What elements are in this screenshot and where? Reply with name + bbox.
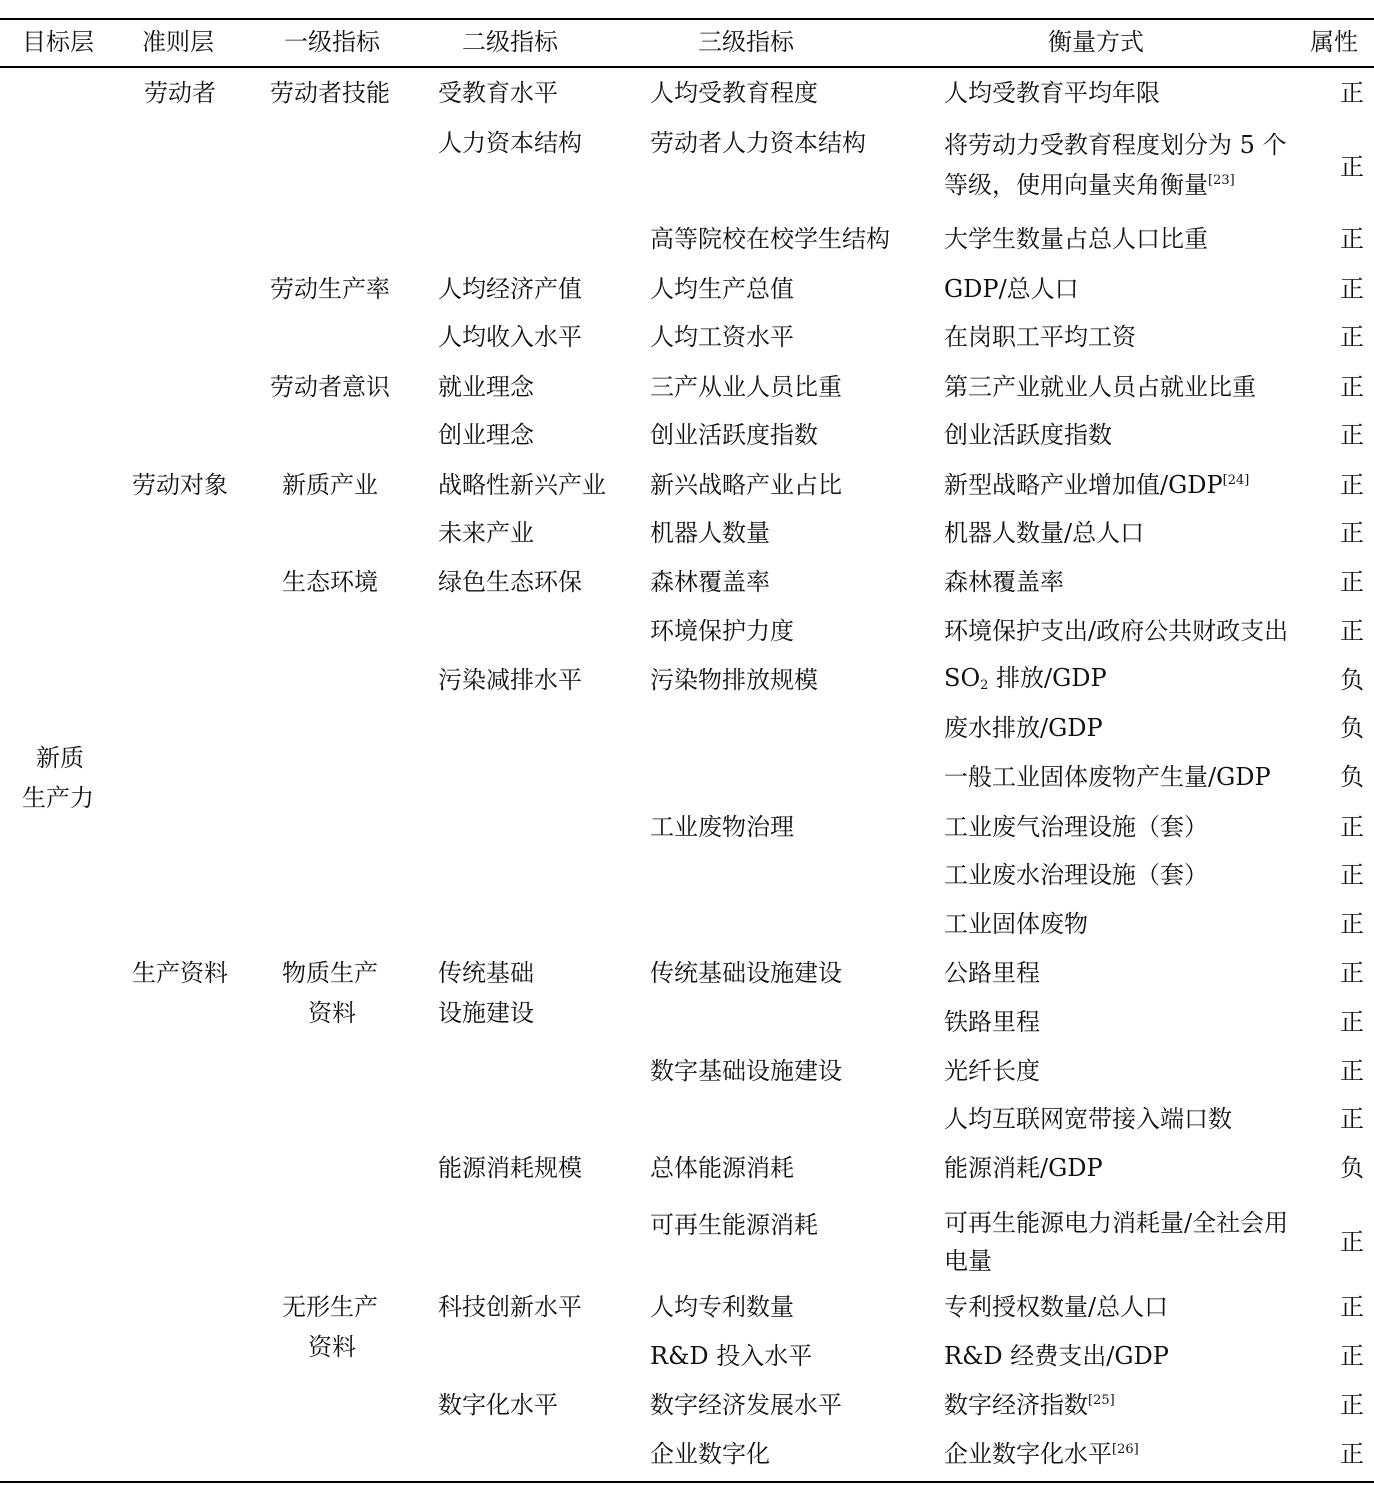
measure-item: 铁路里程 [944, 1008, 1040, 1036]
measure-item [944, 1387, 1115, 1423]
measure-item: 能源消耗/GDP [944, 1154, 1103, 1182]
level1-new-industry: 新质产业 [282, 471, 378, 499]
level3-item: R&D 投入水平 [650, 1342, 813, 1370]
attribute-cell: 正 [1340, 617, 1364, 645]
level2-innovation: 科技创新水平 [438, 1293, 582, 1321]
level1-intangible-line1: 无形生产 [282, 1293, 378, 1321]
measure-item: R&D 经费支出/GDP [944, 1342, 1169, 1370]
level3-item: 高等院校在校学生结构 [650, 225, 890, 253]
header-rule [0, 66, 1374, 68]
attribute-cell: 负 [1340, 714, 1364, 742]
measure-item: 工业固体废物 [944, 910, 1088, 938]
measure-item: 光纤长度 [944, 1057, 1040, 1085]
level2-output: 人均经济产值 [438, 275, 582, 303]
goal-line-1: 新质 [36, 744, 84, 772]
attribute-cell: 正 [1340, 1293, 1364, 1321]
level3-item: 人均生产总值 [650, 275, 794, 303]
attribute-cell: 正 [1340, 1057, 1364, 1085]
level3-item: 新兴战略产业占比 [650, 471, 842, 499]
measure-item [944, 467, 1249, 503]
measure-text: 企业数字化水平 [944, 1440, 1112, 1468]
level3-item: 劳动者人力资本结构 [650, 129, 866, 157]
citation-ref: [23] [1208, 173, 1235, 188]
measure-item: 环境保护支出/政府公共财政支出 [944, 617, 1289, 645]
citation-ref: [24] [1222, 473, 1250, 488]
measure-text: 等级，使用向量夹角衡量 [944, 171, 1208, 199]
bottom-rule [0, 1481, 1374, 1483]
level3-item: 污染物排放规模 [650, 666, 818, 694]
level1-awareness: 劳动者意识 [270, 373, 390, 401]
attribute-cell: 正 [1340, 1228, 1364, 1256]
measure-text: 数字经济指数 [944, 1391, 1088, 1419]
level3-item: 人均专利数量 [650, 1293, 794, 1321]
measure-item: 将劳动力受教育程度划分为 5 个 [944, 131, 1287, 159]
criteria-means: 生产资料 [132, 959, 228, 987]
measure-text: SO [944, 664, 981, 692]
level3-item: 森林覆盖率 [650, 568, 770, 596]
header-measure: 衡量方式 [1048, 28, 1144, 56]
level3-item: 三产从业人员比重 [650, 373, 842, 401]
level3-item: 数字经济发展水平 [650, 1391, 842, 1419]
level3-item: 可再生能源消耗 [650, 1211, 818, 1239]
measure-item: 公路里程 [944, 959, 1040, 987]
level2-traditional-infra-line1: 传统基础 [438, 959, 534, 987]
criteria-labor: 劳动者 [144, 79, 216, 107]
header-level1: 一级指标 [284, 28, 380, 56]
level1-skill: 劳动者技能 [270, 79, 390, 107]
goal-line-2: 生产力 [22, 784, 94, 812]
attribute-cell: 正 [1340, 1391, 1364, 1419]
attribute-cell: 负 [1340, 1154, 1364, 1182]
level3-item: 机器人数量 [650, 519, 770, 547]
measure-item: 工业废气治理设施（套） [944, 813, 1208, 841]
attribute-cell: 正 [1340, 421, 1364, 449]
measure-item [944, 167, 1235, 203]
measure-item: 在岗职工平均工资 [944, 323, 1136, 351]
criteria-object: 劳动对象 [132, 471, 228, 499]
attribute-cell: 正 [1340, 1440, 1364, 1468]
level3-item: 创业活跃度指数 [650, 421, 818, 449]
measure-item [944, 1436, 1139, 1472]
attribute-cell: 正 [1340, 153, 1364, 181]
citation-ref: [25] [1088, 1393, 1115, 1408]
level3-item: 人均工资水平 [650, 323, 794, 351]
level1-material-line2: 资料 [308, 999, 356, 1027]
level2-energy: 能源消耗规模 [438, 1154, 582, 1182]
level2-future-industry: 未来产业 [438, 519, 534, 547]
attribute-cell: 正 [1340, 79, 1364, 107]
measure-text: 新型战略产业增加值/GDP [944, 471, 1223, 499]
citation-ref: [26] [1112, 1442, 1139, 1457]
attribute-cell: 正 [1340, 1008, 1364, 1036]
level2-pollution: 污染减排水平 [438, 666, 582, 694]
level3-item: 传统基础设施建设 [650, 959, 842, 987]
measure-item: 创业活跃度指数 [944, 421, 1112, 449]
attribute-cell: 正 [1340, 373, 1364, 401]
attribute-cell: 正 [1340, 861, 1364, 889]
measure-item: 一般工业固体废物产生量/GDP [944, 763, 1271, 791]
header-criteria: 准则层 [142, 28, 214, 56]
level3-item: 企业数字化 [650, 1440, 770, 1468]
level3-item: 总体能源消耗 [650, 1154, 794, 1182]
top-rule [0, 18, 1374, 20]
attribute-cell: 正 [1340, 813, 1364, 841]
level2-traditional-infra-line2: 设施建设 [438, 999, 534, 1027]
attribute-cell: 正 [1340, 1105, 1364, 1133]
measure-item: 第三产业就业人员占就业比重 [944, 373, 1256, 401]
attribute-cell: 正 [1340, 519, 1364, 547]
attribute-cell: 负 [1340, 763, 1364, 791]
subscript: 2 [980, 678, 989, 693]
attribute-cell: 正 [1340, 471, 1364, 499]
attribute-cell: 正 [1340, 225, 1364, 253]
attribute-cell: 正 [1340, 568, 1364, 596]
level2-entrepreneurship: 创业理念 [438, 421, 534, 449]
attribute-cell: 正 [1340, 910, 1364, 938]
level3-item: 工业废物治理 [650, 813, 794, 841]
level1-material-line1: 物质生产 [282, 959, 378, 987]
measure-item: 工业废水治理设施（套） [944, 861, 1208, 889]
measure-item: 可再生能源电力消耗量/全社会用 [944, 1209, 1289, 1237]
measure-item: GDP/总人口 [944, 275, 1079, 303]
measure-item: 人均受教育平均年限 [944, 79, 1160, 107]
header-goal: 目标层 [22, 28, 94, 56]
level3-item: 数字基础设施建设 [650, 1057, 842, 1085]
measure-item: 大学生数量占总人口比重 [944, 225, 1208, 253]
level1-intangible-line2: 资料 [308, 1333, 356, 1361]
attribute-cell: 正 [1340, 323, 1364, 351]
measure-item: 废水排放/GDP [944, 714, 1103, 742]
measure-item: 专利授权数量/总人口 [944, 1293, 1169, 1321]
measure-item [944, 660, 1107, 696]
level1-productivity: 劳动生产率 [270, 275, 390, 303]
header-level2: 二级指标 [462, 28, 558, 56]
level3-item: 人均受教育程度 [650, 79, 818, 107]
level2-income: 人均收入水平 [438, 323, 582, 351]
measure-item: 机器人数量/总人口 [944, 519, 1145, 547]
measure-item: 人均互联网宽带接入端口数 [944, 1105, 1232, 1133]
measure-text: 排放/GDP [988, 664, 1107, 692]
level2-strategic-industry: 战略性新兴产业 [438, 471, 606, 499]
level1-ecology: 生态环境 [282, 568, 378, 596]
attribute-cell: 正 [1340, 1342, 1364, 1370]
level2-employment: 就业理念 [438, 373, 534, 401]
header-attribute: 属性 [1310, 28, 1358, 56]
level2-education: 受教育水平 [438, 79, 558, 107]
level2-green-ecology: 绿色生态环保 [438, 568, 582, 596]
attribute-cell: 正 [1340, 275, 1364, 303]
measure-item: 森林覆盖率 [944, 568, 1064, 596]
header-level3: 三级指标 [698, 28, 794, 56]
attribute-cell: 负 [1340, 666, 1364, 694]
level2-human-capital: 人力资本结构 [438, 129, 582, 157]
attribute-cell: 正 [1340, 959, 1364, 987]
level2-digital: 数字化水平 [438, 1391, 558, 1419]
measure-item: 电量 [944, 1247, 992, 1275]
level3-item: 环境保护力度 [650, 617, 794, 645]
